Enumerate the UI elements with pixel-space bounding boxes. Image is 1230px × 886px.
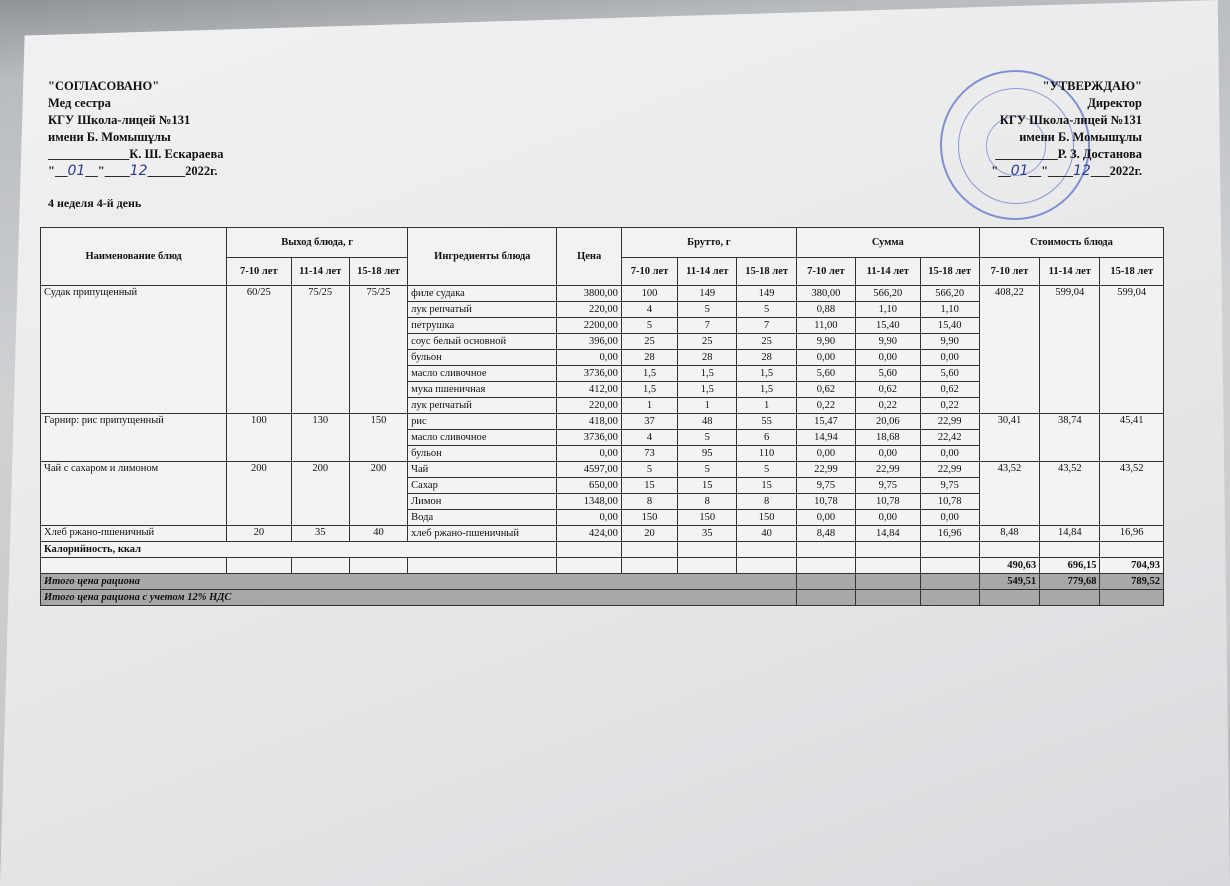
ingredient-price: 4597,00 [557,462,621,478]
dish-name: Судак припущенный [41,286,227,414]
dish-output: 130 [291,414,349,462]
brutto-cell: 149 [737,286,796,302]
sum-cell: 14,94 [796,430,855,446]
sum-cell: 5,60 [796,366,855,382]
sum-cell: 18,68 [856,430,920,446]
day-label: 4 неделя 4-й день [48,196,142,210]
age-header: 11-14 лет [856,258,920,286]
sum-cell: 5,60 [920,366,979,382]
sum-cell: 0,22 [920,398,979,414]
sum-cell: 10,78 [920,494,979,510]
brutto-cell: 150 [621,510,677,526]
dish-cost: 599,04 [1100,286,1164,414]
subtotal-cell: 490,63 [979,558,1039,574]
menu-table-body [41,286,1164,542]
ingredient-price: 0,00 [557,350,621,366]
brutto-cell: 8 [678,494,737,510]
total-cell: 779,68 [1040,574,1100,590]
subtotal-cell: 696,15 [1040,558,1100,574]
menu-table-footer [41,542,1164,606]
dish-output: 35 [291,526,349,542]
ingredient-price: 3736,00 [557,366,621,382]
sum-cell: 14,84 [856,526,920,542]
dish-name: Чай с сахаром и лимоном [41,462,227,526]
dish-cost: 30,41 [979,414,1039,462]
brutto-cell: 8 [621,494,677,510]
approve-org: КГУ Школа-лицей №131 [999,113,1142,127]
age-header: 11-14 лет [678,258,737,286]
sum-cell: 0,00 [920,446,979,462]
brutto-cell: 25 [678,334,737,350]
sum-cell: 5,60 [856,366,920,382]
brutto-cell: 100 [621,286,677,302]
ingredient-price: 1348,00 [557,494,621,510]
brutto-cell: 4 [621,302,677,318]
sum-cell: 0,62 [796,382,855,398]
approve-date: "__01__"____12___2022г. [991,163,1142,179]
sum-cell: 9,90 [796,334,855,350]
ingredient-price: 2200,00 [557,318,621,334]
brutto-cell: 150 [678,510,737,526]
brutto-cell: 28 [621,350,677,366]
dish-output: 75/25 [291,286,349,414]
age-header: 7-10 лет [227,258,291,286]
sum-cell: 566,20 [856,286,920,302]
sum-cell: 22,99 [796,462,855,478]
col-output: Выход блюда, г [227,228,408,258]
dish-cost: 408,22 [979,286,1039,414]
brutto-cell: 5 [621,462,677,478]
total-cell: 789,52 [1100,574,1164,590]
ingredient-row [41,414,1164,430]
sum-cell: 15,40 [920,318,979,334]
sum-cell: 10,78 [856,494,920,510]
ingredient-price: 3800,00 [557,286,621,302]
dish-cost: 16,96 [1100,526,1164,542]
ingredient-name: мука пшеничная [408,382,557,398]
sum-cell: 566,20 [920,286,979,302]
brutto-cell: 28 [678,350,737,366]
sum-cell: 1,10 [920,302,979,318]
approve-title: "УТВЕРЖДАЮ" [1042,79,1142,93]
ingredient-row [41,526,1164,542]
approve-org-name: имени Б. Момышұлы [1019,130,1142,144]
sum-cell: 10,78 [796,494,855,510]
approval-signature-line: _____________К. Ш. Ескараева [48,147,224,161]
brutto-cell: 25 [737,334,796,350]
sum-cell: 0,00 [796,446,855,462]
brutto-cell: 7 [737,318,796,334]
brutto-cell: 1 [737,398,796,414]
brutto-cell: 73 [621,446,677,462]
calories-label: Калорийность, ккал [41,542,557,558]
dish-output: 60/25 [227,286,291,414]
dish-cost: 38,74 [1040,414,1100,462]
brutto-cell: 15 [678,478,737,494]
dish-cost: 43,52 [1100,462,1164,526]
approval-block-right [991,78,1142,180]
sum-cell: 0,00 [920,510,979,526]
brutto-cell: 35 [678,526,737,542]
ingredient-name: Лимон [408,494,557,510]
brutto-cell: 7 [678,318,737,334]
sum-cell: 0,22 [856,398,920,414]
sum-cell: 0,22 [796,398,855,414]
sum-cell: 8,48 [796,526,855,542]
ingredient-name: хлеб ржано-пшеничный [408,526,557,542]
ingredient-price: 220,00 [557,302,621,318]
dish-output: 100 [227,414,291,462]
brutto-cell: 8 [737,494,796,510]
ingredient-name: соус белый основной [408,334,557,350]
brutto-cell: 1,5 [678,366,737,382]
dish-cost: 43,52 [1040,462,1100,526]
sum-cell: 0,00 [856,446,920,462]
brutto-cell: 5 [737,302,796,318]
dish-output: 20 [227,526,291,542]
ingredient-price: 418,00 [557,414,621,430]
ingredient-name: Чай [408,462,557,478]
brutto-cell: 1,5 [621,366,677,382]
brutto-cell: 150 [737,510,796,526]
age-header: 7-10 лет [621,258,677,286]
ingredient-name: лук репчатый [408,398,557,414]
brutto-cell: 5 [621,318,677,334]
ingredient-name: рис [408,414,557,430]
brutto-cell: 55 [737,414,796,430]
dish-name: Гарнир: рис припущенный [41,414,227,462]
ingredient-name: бульон [408,446,557,462]
ingredient-name: филе судака [408,286,557,302]
age-header: 15-18 лет [1100,258,1164,286]
brutto-cell: 15 [737,478,796,494]
ingredient-name: масло сливочное [408,366,557,382]
sum-cell: 0,62 [856,382,920,398]
subtotal-cell: 704,93 [1100,558,1164,574]
brutto-cell: 1 [621,398,677,414]
brutto-cell: 20 [621,526,677,542]
sum-cell: 15,47 [796,414,855,430]
brutto-cell: 5 [678,430,737,446]
sum-cell: 22,42 [920,430,979,446]
ingredient-price: 0,00 [557,510,621,526]
sum-cell: 9,75 [796,478,855,494]
approve-role: Директор [1087,96,1142,110]
ingredient-price: 3736,00 [557,430,621,446]
brutto-cell: 110 [737,446,796,462]
approval-title: "СОГЛАСОВАНО" [48,79,160,93]
sum-cell: 0,00 [796,350,855,366]
sum-cell: 9,75 [856,478,920,494]
brutto-cell: 1 [678,398,737,414]
brutto-cell: 4 [621,430,677,446]
brutto-cell: 5 [678,302,737,318]
age-header: 7-10 лет [979,258,1039,286]
sum-cell: 15,40 [856,318,920,334]
brutto-cell: 5 [737,462,796,478]
sum-cell: 22,99 [920,414,979,430]
brutto-cell: 48 [678,414,737,430]
brutto-cell: 40 [737,526,796,542]
sum-cell: 16,96 [920,526,979,542]
brutto-cell: 5 [678,462,737,478]
age-header: 15-18 лет [920,258,979,286]
menu-cost-table [40,227,1164,606]
approval-role: Мед сестра [48,96,111,110]
age-header: 15-18 лет [737,258,796,286]
ingredient-name: Вода [408,510,557,526]
brutto-cell: 37 [621,414,677,430]
brutto-cell: 28 [737,350,796,366]
dish-cost: 8,48 [979,526,1039,542]
sum-cell: 380,00 [796,286,855,302]
sum-cell: 9,90 [920,334,979,350]
col-sum: Сумма [796,228,979,258]
brutto-cell: 1,5 [678,382,737,398]
sum-cell: 0,00 [920,350,979,366]
sum-cell: 0,00 [856,350,920,366]
ingredient-price: 412,00 [557,382,621,398]
total-cell: 549,51 [979,574,1039,590]
ingredient-name: бульон [408,350,557,366]
brutto-cell: 25 [621,334,677,350]
total-label: Итого цена рациона [41,574,797,590]
sum-cell: 9,75 [920,478,979,494]
col-price: Цена [557,228,621,286]
ingredient-name: лук репчатый [408,302,557,318]
ingredient-price: 396,00 [557,334,621,350]
col-dish-name: Наименование блюд [41,228,227,286]
age-header: 15-18 лет [349,258,407,286]
sum-cell: 1,10 [856,302,920,318]
dish-cost: 45,41 [1100,414,1164,462]
ingredient-row [41,462,1164,478]
ingredient-name: Сахар [408,478,557,494]
sum-cell: 22,99 [920,462,979,478]
brutto-cell: 149 [678,286,737,302]
ingredient-name: масло сливочное [408,430,557,446]
approval-block-left [48,78,223,180]
dish-output: 40 [349,526,407,542]
ingredient-price: 424,00 [557,526,621,542]
ingredient-row [41,286,1164,302]
sum-cell: 20,06 [856,414,920,430]
approve-signature-line: __________Р. З. Достанова [995,147,1142,161]
dish-output: 200 [291,462,349,526]
ingredient-price: 0,00 [557,446,621,462]
dish-cost: 14,84 [1040,526,1100,542]
col-brutto: Брутто, г [621,228,796,258]
sum-cell: 0,00 [796,510,855,526]
approval-org-name: имени Б. Момышұлы [48,130,171,144]
sum-cell: 9,90 [856,334,920,350]
approval-date: "__01__"____12______2022г. [48,163,218,179]
dish-cost: 43,52 [979,462,1039,526]
brutto-cell: 1,5 [737,366,796,382]
sum-cell: 22,99 [856,462,920,478]
ingredient-price: 650,00 [557,478,621,494]
dish-cost: 599,04 [1040,286,1100,414]
sum-cell: 0,88 [796,302,855,318]
dish-output: 200 [227,462,291,526]
brutto-cell: 95 [678,446,737,462]
ingredient-price: 220,00 [557,398,621,414]
col-ingredients: Ингредиенты блюда [408,228,557,286]
sum-cell: 0,00 [856,510,920,526]
sum-cell: 11,00 [796,318,855,334]
approval-org: КГУ Школа-лицей №131 [48,113,191,127]
brutto-cell: 15 [621,478,677,494]
total-vat-label: Итого цена рациона с учетом 12% НДС [41,590,797,606]
dish-name: Хлеб ржано-пшеничный [41,526,227,542]
brutto-cell: 1,5 [737,382,796,398]
age-header: 7-10 лет [796,258,855,286]
col-cost: Стоимость блюда [979,228,1163,258]
age-header: 11-14 лет [291,258,349,286]
age-header: 11-14 лет [1040,258,1100,286]
sum-cell: 0,62 [920,382,979,398]
ingredient-name: петрушка [408,318,557,334]
brutto-cell: 1,5 [621,382,677,398]
brutto-cell: 6 [737,430,796,446]
dish-output: 75/25 [349,286,407,414]
dish-output: 150 [349,414,407,462]
dish-output: 200 [349,462,407,526]
